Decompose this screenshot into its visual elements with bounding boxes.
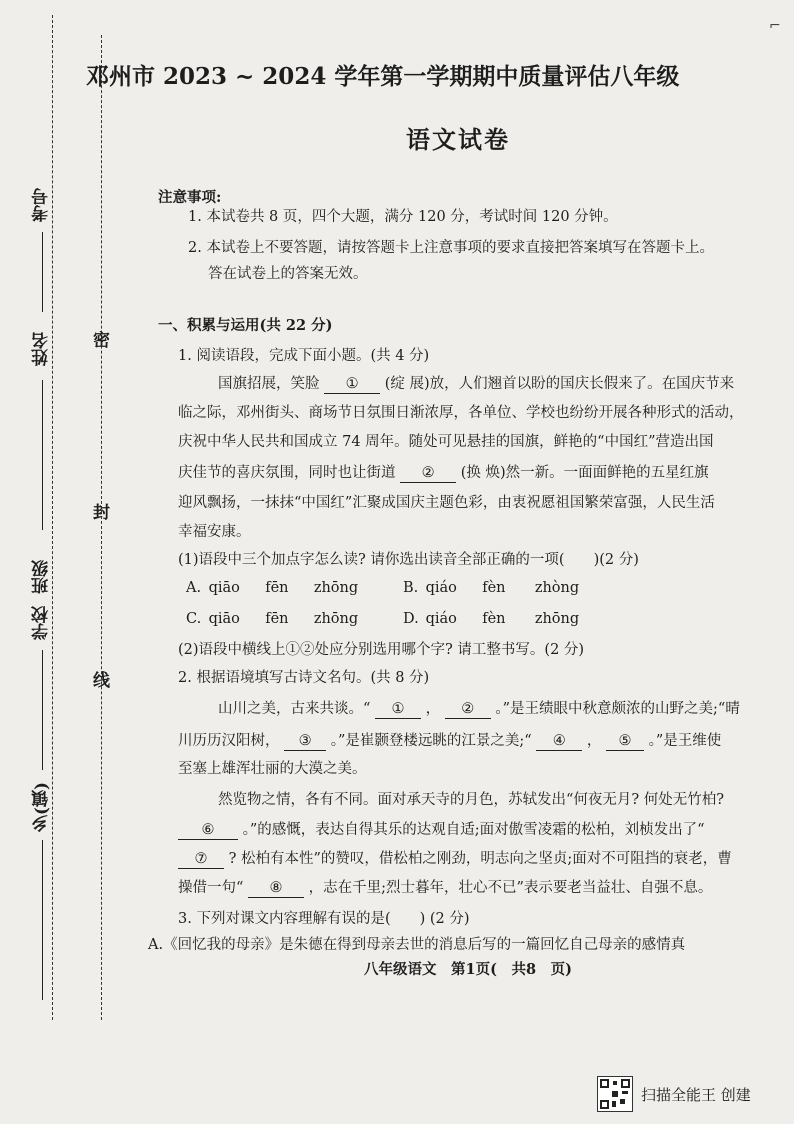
exam-no-blank: [42, 232, 43, 312]
q1-passage-text: (换 焕)然一新。一面面鲜艳的五星红旗: [460, 465, 709, 481]
q1-passage-line-3: 庆祝中华人民共和国成立 74 周年。随处可见悬挂的国旗，鲜艳的“中国红”营造出国: [178, 434, 714, 450]
q2-line-4: 然览物之情，各有不同。面对承天寺的月色，苏轼发出“何夜无月? 何处无竹柏?: [218, 792, 725, 808]
q1-sub-2: (2)语段中横线上①②处应分别选用哪个字? 请工整书写。(2 分): [178, 642, 585, 658]
q2-blank-2: ②: [445, 700, 491, 719]
qr-code-icon: [597, 1076, 633, 1112]
q1-sub-1: (1)语段中三个加点字怎么读? 请你选出读音全部正确的一项( )(2 分): [178, 552, 639, 568]
q2-blank-8: ⑧: [248, 879, 304, 898]
name-blank: [42, 380, 43, 530]
scan-mark: ⌐: [769, 18, 781, 34]
q2-line-7: 操借一句“ ⑧ ，志在千里;烈士暮年，壮心不已”表示要老当益壮、自强不息。: [178, 880, 713, 896]
seal-xian: 线: [93, 671, 110, 691]
scanner-watermark: [597, 1076, 751, 1112]
q1-passage-text: (绽 展)放，人们翘首以盼的国庆长假来了。在国庆节来: [384, 376, 735, 392]
q2-blank-3: ③: [284, 732, 326, 751]
seal-mi: 密: [93, 331, 110, 351]
class-label: 班级: [32, 560, 52, 594]
exam-title: 邓州市 2023 ~ 2024 学年第一学期期中质量评估八年级: [86, 63, 680, 90]
school-label: 学校: [32, 606, 52, 640]
q2-blank-7: ⑦: [178, 850, 224, 869]
q2-line-6: ⑦ ? 松柏有本性”的赞叹，借松柏之刚劲，明志向之坚贞;面对不可阻挡的衰老，曹: [178, 849, 732, 869]
notice-item-2-cont: 答在试卷上的答案无效。: [208, 266, 368, 282]
section-1-heading: 一、积累与运用(共 22 分): [158, 317, 333, 334]
q1-passage-line-1: [218, 374, 734, 394]
q1-option-a: A. qiāo fēn zhōng: [186, 580, 359, 596]
q1-passage-text: 国旗招展，笑脸: [218, 376, 320, 392]
q1-passage-text: 庆佳节的喜庆氛围，同时也让街道: [178, 465, 396, 481]
q1-passage-line-2: 临之际，邓州街头、商场节日氛围日渐浓厚，各单位、学校也纷纷开展各种形式的活动，: [178, 405, 744, 421]
q2-prompt: 2. 根据语境填写古诗文名句。(共 8 分): [178, 670, 430, 686]
notice-heading: 注意事项:: [158, 189, 222, 206]
q1-blank-2: ②: [400, 464, 456, 483]
page-footer: 八年级语文 第1页( 共8 页): [364, 961, 572, 978]
q3-option-a: A.《回忆我的母亲》是朱德在得到母亲去世的消息后写的一篇回忆自己母亲的感情真: [148, 937, 686, 953]
exam-subtitle: 语文试卷: [406, 125, 510, 154]
q1-blank-1: ①: [324, 375, 380, 394]
q2-line-1: 山川之美，古来共谈。“ ① ， ② 。”是王绩眼中秋意颇浓的山野之美;“晴: [218, 701, 740, 717]
q1-option-d: D. qiáo fèn zhōng: [403, 611, 580, 627]
q3-prompt: 3. 下列对课文内容理解有误的是( ) (2 分): [178, 911, 470, 927]
name-label: 姓名: [32, 332, 52, 366]
q1-option-b: B. qiáo fèn zhòng: [403, 580, 580, 596]
township-blank: [42, 840, 43, 1000]
q2-blank-5: ⑤: [606, 732, 644, 751]
q1-passage-line-6: 幸福安康。: [178, 524, 251, 540]
scanner-label: 扫描全能王 创建: [641, 1085, 751, 1104]
exam-no-label: 考号: [32, 188, 52, 222]
q2-line-3: 至塞上雄浑壮丽的大漠之美。: [178, 761, 367, 777]
q1-passage-line-5: 迎风飘扬，一抹抹“中国红”汇聚成国庆主题色彩，由衷祝愿祖国繁荣富强，人民生活: [178, 495, 715, 511]
q2-blank-6: ⑥: [178, 821, 238, 840]
q1-prompt: 1. 阅读语段，完成下面小题。(共 4 分): [178, 348, 430, 364]
q1-passage-line-4: [178, 463, 709, 483]
q1-option-c: C. qiāo fēn zhōng: [186, 611, 359, 627]
q2-blank-1: ①: [375, 700, 421, 719]
binding-line-outer: [52, 15, 53, 1020]
notice-item-1: 1. 本试卷共 8 页，四个大题，满分 120 分，考试时间 120 分钟。: [188, 209, 618, 225]
school-blank: [42, 650, 43, 770]
binding-line-inner: [101, 35, 102, 1020]
q2-line-5: ⑥ 。”的感慨，表达自得其乐的达观自适;面对傲雪凌霜的松柏，刘桢发出了“: [178, 820, 705, 840]
q2-line-2: 川历历汉阳树， ③ 。”是崔颢登楼远眺的江景之美;“ ④ ， ⑤ 。”是王维使: [178, 733, 722, 749]
q2-blank-4: ④: [536, 732, 582, 751]
seal-feng: 封: [93, 503, 110, 523]
township-label: 乡(镇): [32, 782, 52, 833]
notice-item-2: 2. 本试卷上不要答题，请按答题卡上注意事项的要求直接把答案填写在答题卡上。: [188, 240, 714, 256]
